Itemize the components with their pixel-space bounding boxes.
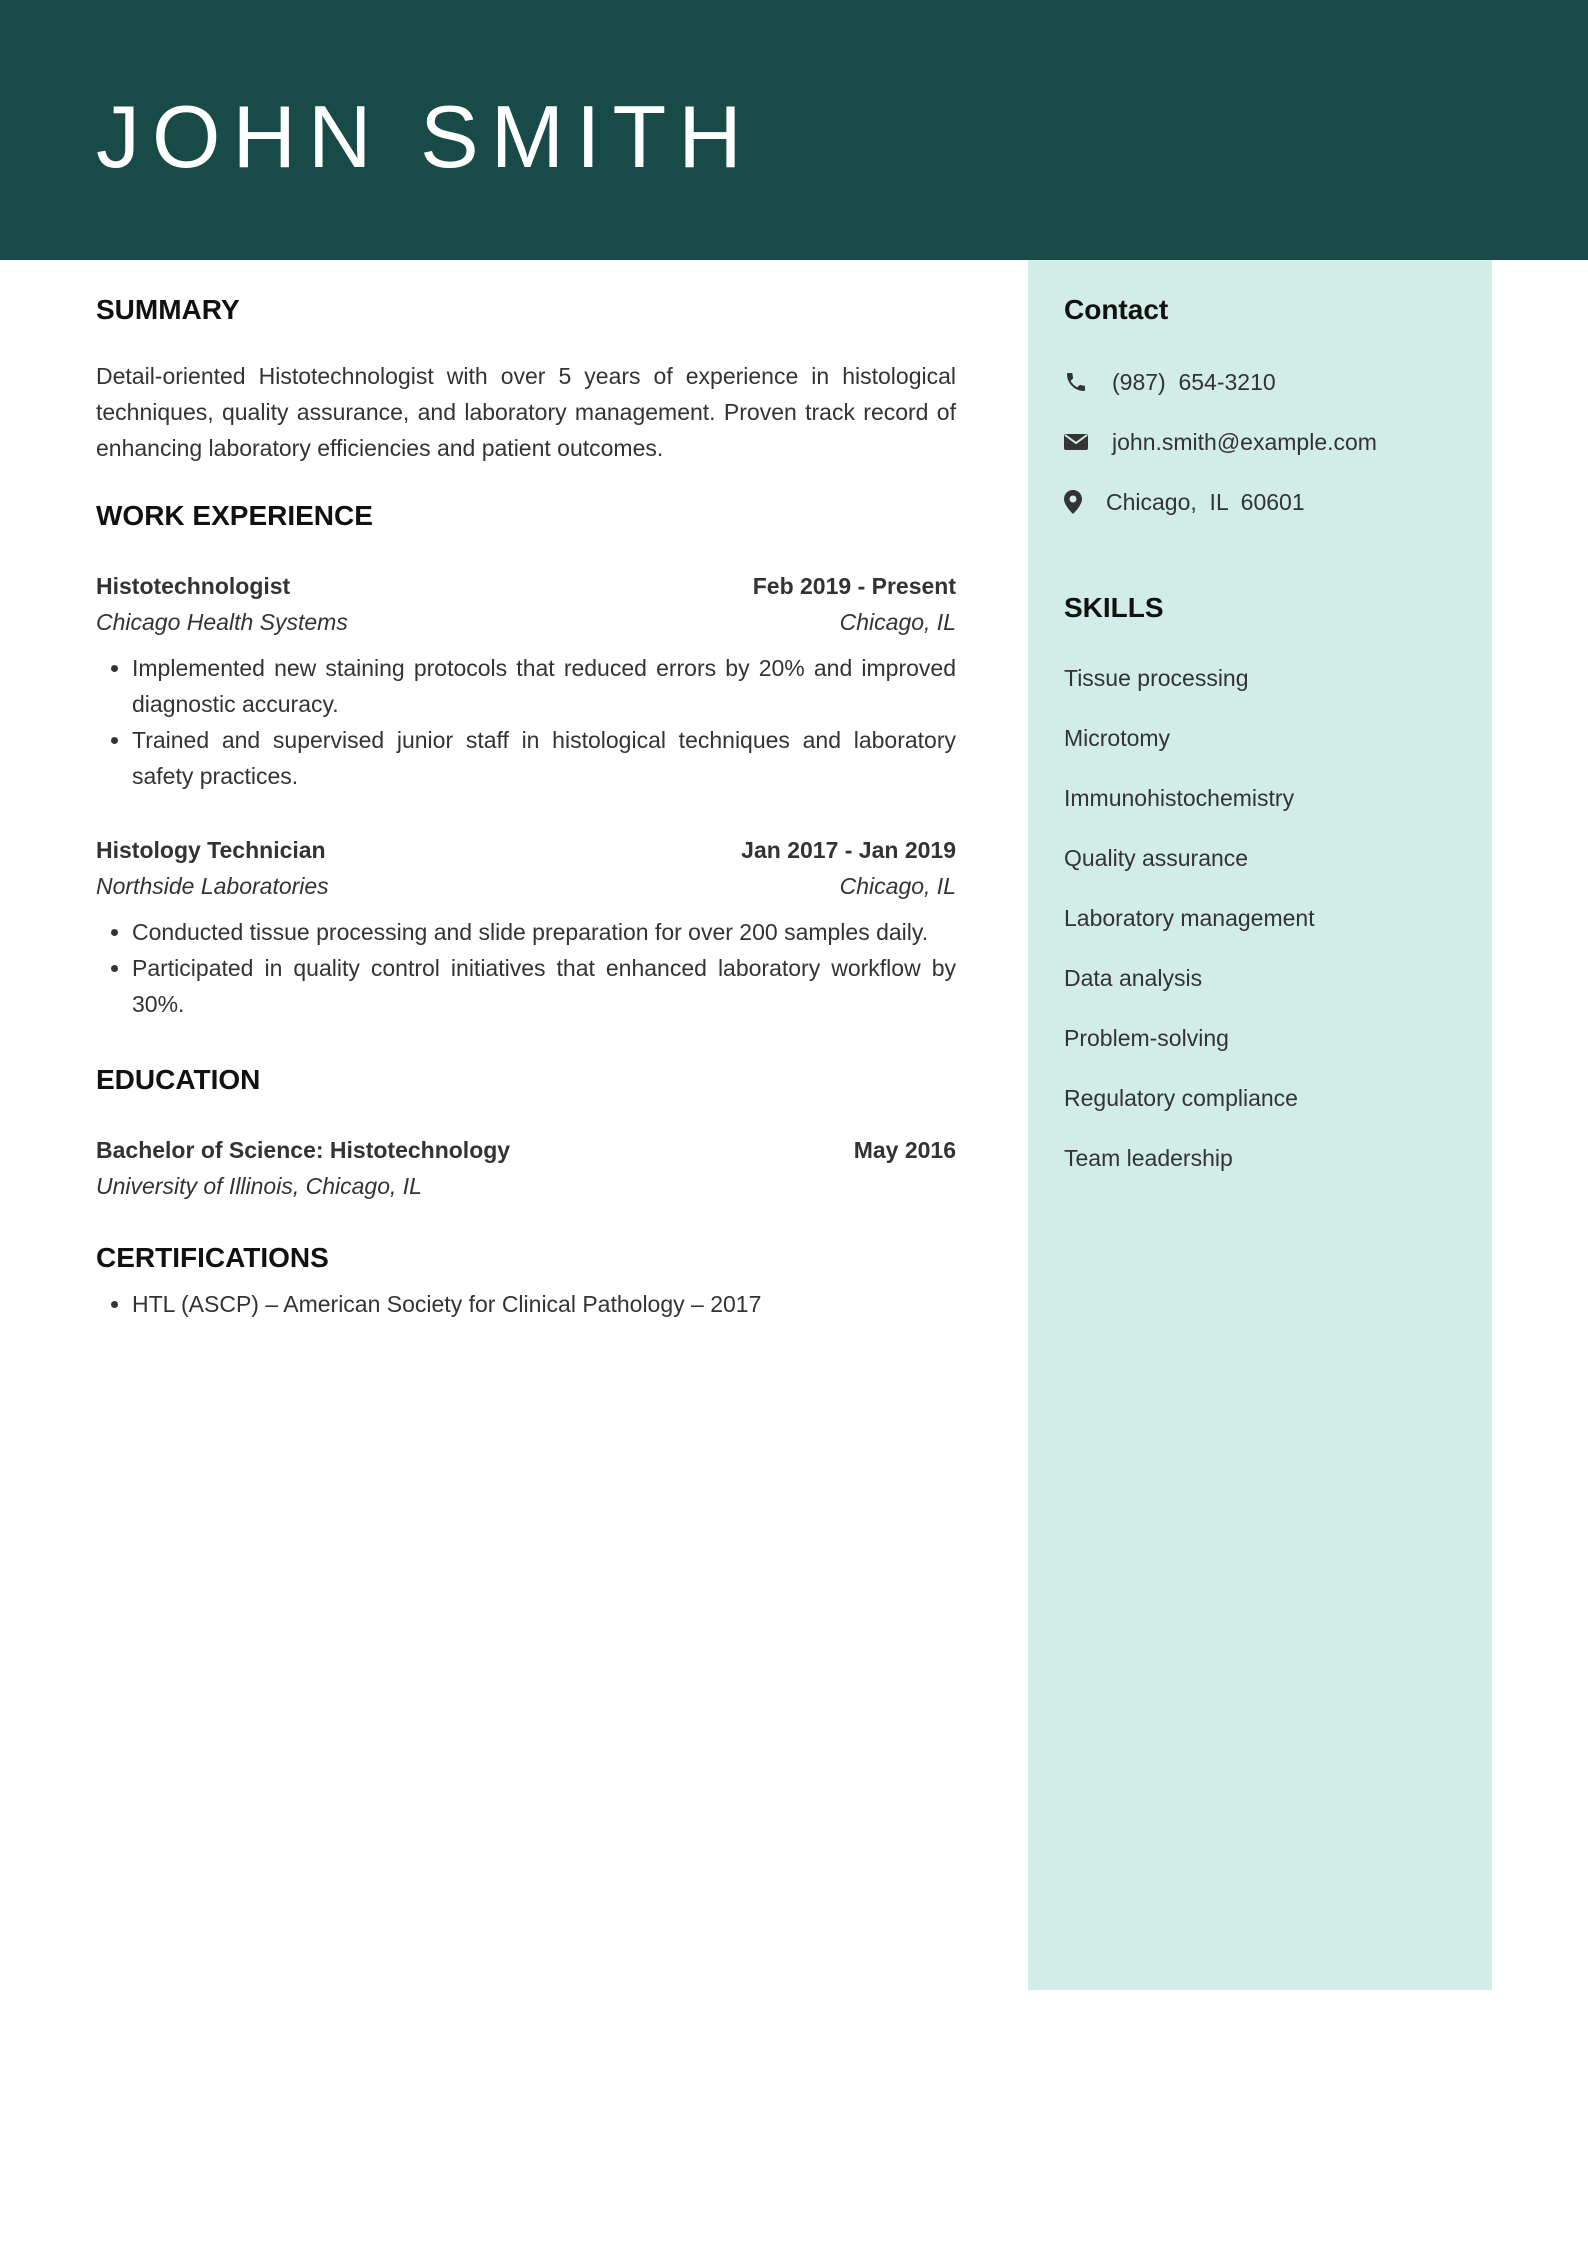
contact-email	[1064, 412, 1464, 472]
job-bullet: • Participated in quality control initiatives that enhanced laboratory workflow by 30%.	[132, 950, 956, 1022]
skill-item: Quality assurance	[1064, 844, 1249, 871]
main-column	[96, 260, 956, 1322]
contact-phone	[1064, 352, 1464, 412]
sidebar-content	[1064, 292, 1464, 1188]
skill-item: Data analysis	[1064, 964, 1203, 991]
job-entry	[96, 832, 956, 1022]
job-subheader	[96, 868, 956, 904]
contact-list	[1064, 352, 1464, 532]
contact-title: Contact	[1064, 294, 1169, 325]
skill-item: Immunohistochemistry	[1064, 784, 1295, 811]
phone-icon	[1064, 369, 1090, 395]
skill-item: Regulatory compliance	[1064, 1084, 1298, 1111]
email-text[interactable]: john.smith@example.com	[1112, 428, 1377, 455]
job-bullets	[96, 650, 956, 794]
map-pin-icon	[1064, 489, 1084, 515]
certifications-list	[96, 1286, 956, 1322]
job-dates: Jan 2017 - Jan 2019	[741, 837, 956, 863]
candidate-name: JOHN SMITH	[96, 87, 754, 186]
skill-item: Tissue processing	[1064, 664, 1249, 691]
education-header	[96, 1132, 956, 1168]
education-entry	[96, 1132, 956, 1204]
certification-item: • HTL (ASCP) – American Society for Clinical Pathology – 2017	[132, 1286, 956, 1322]
job-location: Chicago, IL	[839, 609, 956, 635]
phone-text[interactable]: (987) 654-3210	[1112, 368, 1276, 395]
contact-location	[1064, 472, 1464, 532]
job-role: Histotechnologist	[96, 573, 291, 599]
education-title: EDUCATION	[96, 1064, 261, 1095]
certifications-title: CERTIFICATIONS	[96, 1242, 329, 1273]
header-banner	[0, 0, 1588, 260]
sidebar	[1028, 260, 1492, 1990]
job-dates: Feb 2019 - Present	[752, 573, 956, 599]
skill-item: Team leadership	[1064, 1144, 1233, 1171]
work-experience-title: WORK EXPERIENCE	[96, 500, 373, 531]
job-entry	[96, 568, 956, 794]
job-bullets	[96, 914, 956, 1022]
education-degree: Bachelor of Science: Histotechnology	[96, 1137, 511, 1163]
summary-title: SUMMARY	[96, 294, 240, 325]
summary-text: Detail-oriented Histotechnologist with over 5 years of experience in histological techniques, quality assurance, and laboratory management. Proven track record of enhancing laboratory efficiencies and patient outcomes.	[96, 363, 956, 461]
job-bullet: • Trained and supervised junior staff in histological techniques and laboratory safety practices.	[132, 722, 956, 794]
education-school: University of Illinois, Chicago, IL	[96, 1173, 422, 1199]
job-company: Chicago Health Systems	[96, 609, 348, 635]
skills-list	[1064, 648, 1464, 1188]
location-text: Chicago, IL 60601	[1106, 488, 1305, 515]
education-subheader	[96, 1168, 956, 1204]
job-bullet: • Implemented new staining protocols that reduced errors by 20% and improved diagnostic accuracy.	[132, 650, 956, 722]
job-subheader	[96, 604, 956, 640]
skills-title: SKILLS	[1064, 592, 1164, 623]
skill-item: Microtomy	[1064, 724, 1171, 751]
job-bullet: • Conducted tissue processing and slide preparation for over 200 samples daily.	[132, 914, 956, 950]
job-company: Northside Laboratories	[96, 873, 329, 899]
envelope-icon	[1064, 429, 1090, 455]
job-header	[96, 832, 956, 868]
job-header	[96, 568, 956, 604]
job-location: Chicago, IL	[839, 873, 956, 899]
job-role: Histology Technician	[96, 837, 326, 863]
skill-item: Problem-solving	[1064, 1024, 1229, 1051]
education-date: May 2016	[853, 1137, 956, 1163]
skill-item: Laboratory management	[1064, 904, 1315, 931]
